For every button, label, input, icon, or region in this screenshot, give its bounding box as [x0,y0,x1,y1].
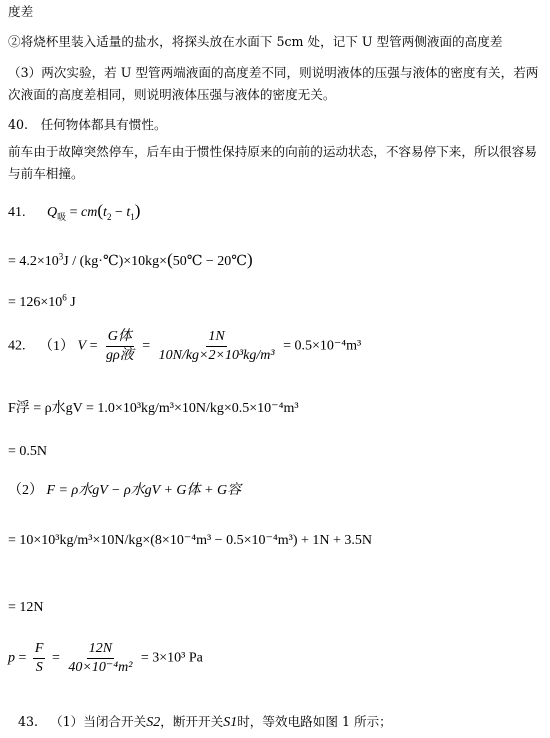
q42-equation-1: 42. （1） V = $\frac{\text{G体}}{\text{gρ液}}$ = $\frac{1N}{\text{10N/kg×2×10³kg/m³}}$ = 0.5×10⁻⁴m³ [8,329,362,363]
fraction-1n: $\frac{1N}{\text{10N/kg×2×10³kg/m³}}$ [158,329,275,363]
q42-equation-4: = 12N [8,600,44,615]
text-line-2: ②将烧杯里装入适量的盐水，将探头放在水面下 5cm 处，记下 U 型管两侧液面的高度差 [8,34,503,49]
text-line-1: 度差 [8,4,34,19]
q42-pressure-eq: p = $\frac{F}{S}$ = $\frac{12N}{\text{40×10⁻⁴m²}}$ = 3×10³ Pa [8,641,203,675]
switch-s1: S1 [223,715,238,730]
question-43: 43. （1）当闭合开关S2，断开开关S1时，等效电路如图 1 所示； [18,714,392,730]
fraction-f-over-s: $\frac{F}{S}$ [34,641,44,675]
fraction-g-over-rho: $\frac{\text{G体}}{\text{gρ液}}$ [105,329,134,363]
q42-equation-2: （2） F = ρ水gV − ρ水gV + G体 + G容 [8,483,242,498]
q42-number: 42. [8,338,26,354]
q41-equation-3: = $126\times 10^6$ J [8,292,76,310]
q42-sub1: （1） [39,338,74,354]
q42-buoyancy-eq: F浮 = ρ水gV = 1.0×10³kg/m³×10N/kg×0.5×10⁻⁴m³ [8,401,299,416]
q42-buoyancy-result: = 0.5N [8,444,48,459]
paragraph-3: （3）两次实验，若 U 型管两端液面的高度差不同，则说明液体的压强与液体的密度有关，若两次液面的高度差相同，则说明液体压强与液体的密度无关。 [8,65,539,102]
paragraph-40-answer: 前车由于故障突然停车，后车由于惯性保持原来的向前的运动状态，不容易停下来，所以很容易与前车相撞。 [8,144,537,181]
q41-equation-2: = $4.2\times 10^3J$ / (kg·℃)×10kg×(50℃ − 20℃) [8,250,253,269]
switch-s2: S2 [146,715,161,730]
fraction-12n: $\frac{12N}{\text{40×10⁻⁴m²}}$ [68,641,133,675]
question-40: 40. 任何物体都具有惯性。 [8,117,167,132]
q41-number: 41. [8,205,26,220]
q41-equation-1: 41. $Q_吸 = cm(t_2 - t_1)$ [8,201,141,222]
q42-equation-3: = 10×10³kg/m³×10N/kg×(8×10⁻⁴m³ − 0.5×10⁻⁴m³) + 1N + 3.5N [8,533,372,548]
